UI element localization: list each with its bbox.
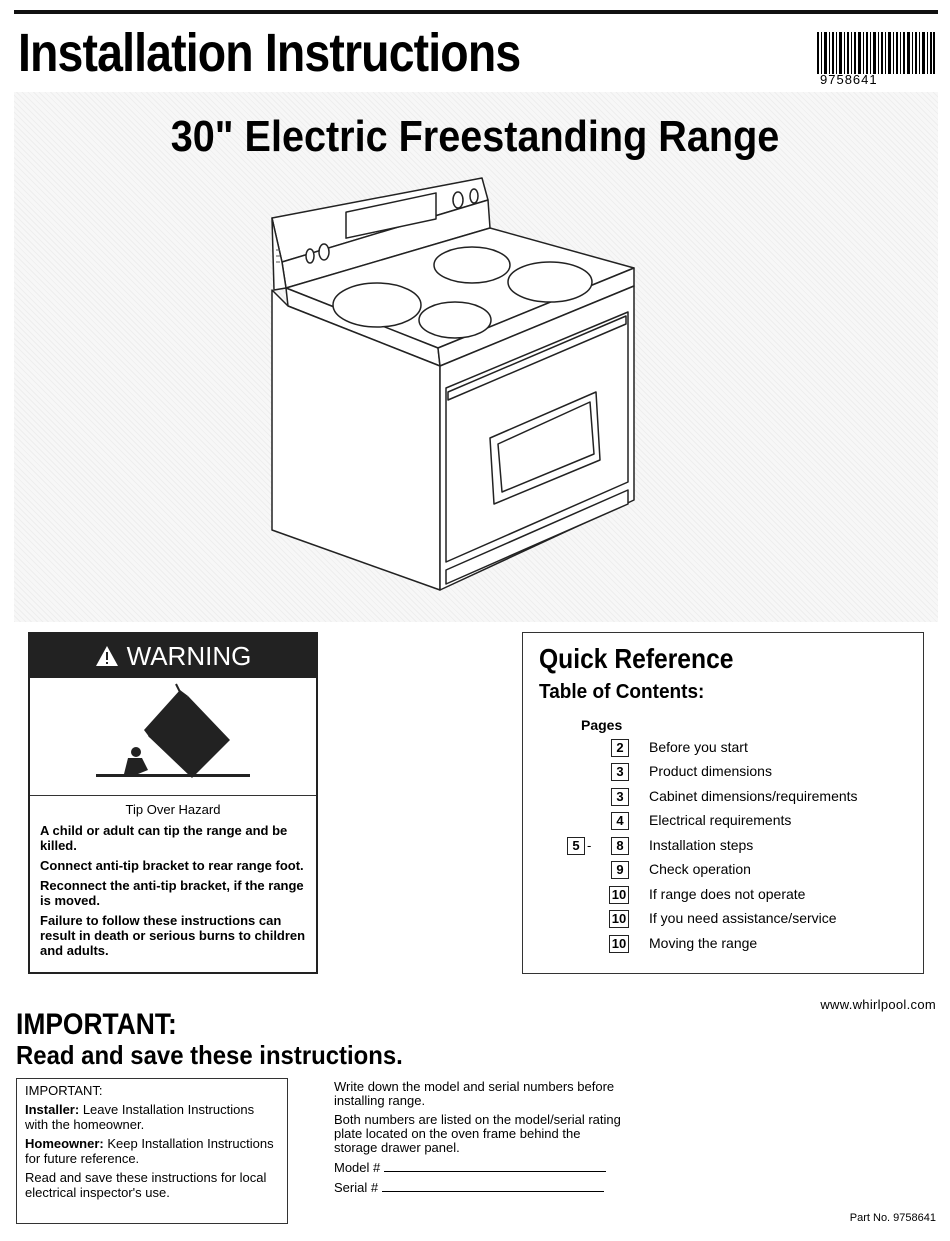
serial-label: Serial #: [334, 1180, 379, 1195]
notes-line: Both numbers are listed on the model/serial rating plate located on the oven frame behind the storage drawer panel.: [334, 1112, 621, 1155]
page-number: 9: [611, 861, 629, 879]
important-heading: IMPORTANT:: [16, 1008, 177, 1041]
serial-input-line[interactable]: [382, 1180, 604, 1192]
toc-label: Cabinet dimensions/requirements: [649, 788, 858, 804]
toc-label: Before you start: [649, 739, 748, 755]
toc-entry[interactable]: [523, 836, 923, 858]
product-title: 30" Electric Freestanding Range: [170, 112, 780, 161]
installer-text: Leave Installation Instructions with the homeowner.: [25, 1102, 255, 1132]
tip-over-illustration: [30, 678, 316, 796]
quick-reference-title: Quick Reference: [539, 643, 734, 674]
page-number: 10: [609, 935, 629, 953]
page-number: 8: [611, 837, 629, 855]
page-number: 3: [611, 788, 629, 806]
page-title: Installation Instructions: [18, 23, 521, 83]
page-number: 10: [609, 886, 629, 904]
pages-label: Pages: [581, 717, 623, 733]
serial-notes: [334, 1080, 624, 1200]
model-label: Model #: [334, 1160, 381, 1175]
warning-label: WARNING: [126, 640, 252, 671]
warning-text: [30, 817, 316, 958]
toc-entry[interactable]: [523, 738, 923, 760]
toc-label: Product dimensions: [649, 763, 772, 779]
notes-line: Write down the model and serial numbers before installing range.: [334, 1079, 615, 1108]
important-notice-box: [16, 1078, 288, 1224]
model-input-line[interactable]: [384, 1160, 606, 1172]
document-number: 9758641: [820, 72, 878, 87]
homeowner-note: [25, 1136, 279, 1166]
warning-header: [30, 634, 316, 678]
toc-entry[interactable]: [523, 811, 923, 833]
page-number: 4: [611, 812, 629, 830]
homeowner-label: Homeowner:: [25, 1136, 104, 1151]
installer-label: Installer:: [25, 1102, 80, 1117]
warning-triangle-icon: [95, 645, 119, 667]
warning-line: A child or adult can tip the range and be killed.: [40, 823, 288, 853]
toc-label: Electrical requirements: [649, 812, 792, 828]
quick-reference-panel: [522, 632, 924, 974]
barcode: [817, 30, 935, 76]
tip-over-hazard-icon: [30, 678, 316, 796]
range-illustration: [262, 170, 642, 610]
part-number: Part No. 9758641: [849, 1212, 936, 1224]
website-link[interactable]: www.whirlpool.com: [820, 997, 936, 1012]
installer-note: [25, 1102, 279, 1132]
page-number: 10: [609, 910, 629, 928]
top-rule: [14, 10, 938, 14]
warning-line: Connect anti-tip bracket to rear range foot.: [40, 858, 304, 873]
toc-entry[interactable]: [523, 934, 923, 956]
important-box-title: IMPORTANT:: [25, 1083, 103, 1098]
warning-line: Reconnect the anti-tip bracket, if the range is moved.: [40, 878, 304, 908]
toc-label: Check operation: [649, 861, 751, 877]
page-range-separator: -: [587, 838, 592, 853]
toc-label: Installation steps: [649, 837, 754, 853]
toc-title: Table of Contents:: [539, 681, 705, 703]
homeowner-text: Keep Installation Instructions for future reference.: [25, 1136, 274, 1166]
page-number: 2: [611, 739, 629, 757]
toc-entry[interactable]: [523, 762, 923, 784]
inspector-note: Read and save these instructions for local electrical inspector's use.: [25, 1170, 267, 1200]
toc-label: If range does not operate: [649, 886, 806, 902]
toc-entry[interactable]: [523, 909, 923, 931]
model-field: [334, 1160, 624, 1175]
page-number: 3: [611, 763, 629, 781]
read-save-heading: Read and save these instructions.: [16, 1040, 403, 1070]
toc-entry[interactable]: [523, 885, 923, 907]
serial-field: [334, 1180, 624, 1195]
warning-line: Failure to follow these instructions can result in death or serious burns to children and adults.: [40, 913, 306, 958]
toc-entry[interactable]: [523, 860, 923, 882]
warning-panel: [28, 632, 318, 974]
hazard-title: Tip Over Hazard: [125, 802, 221, 817]
toc-label: If you need assistance/service: [649, 910, 837, 926]
toc-label: Moving the range: [649, 935, 758, 951]
page-number-start: 5: [567, 837, 585, 855]
toc-entry[interactable]: [523, 787, 923, 809]
